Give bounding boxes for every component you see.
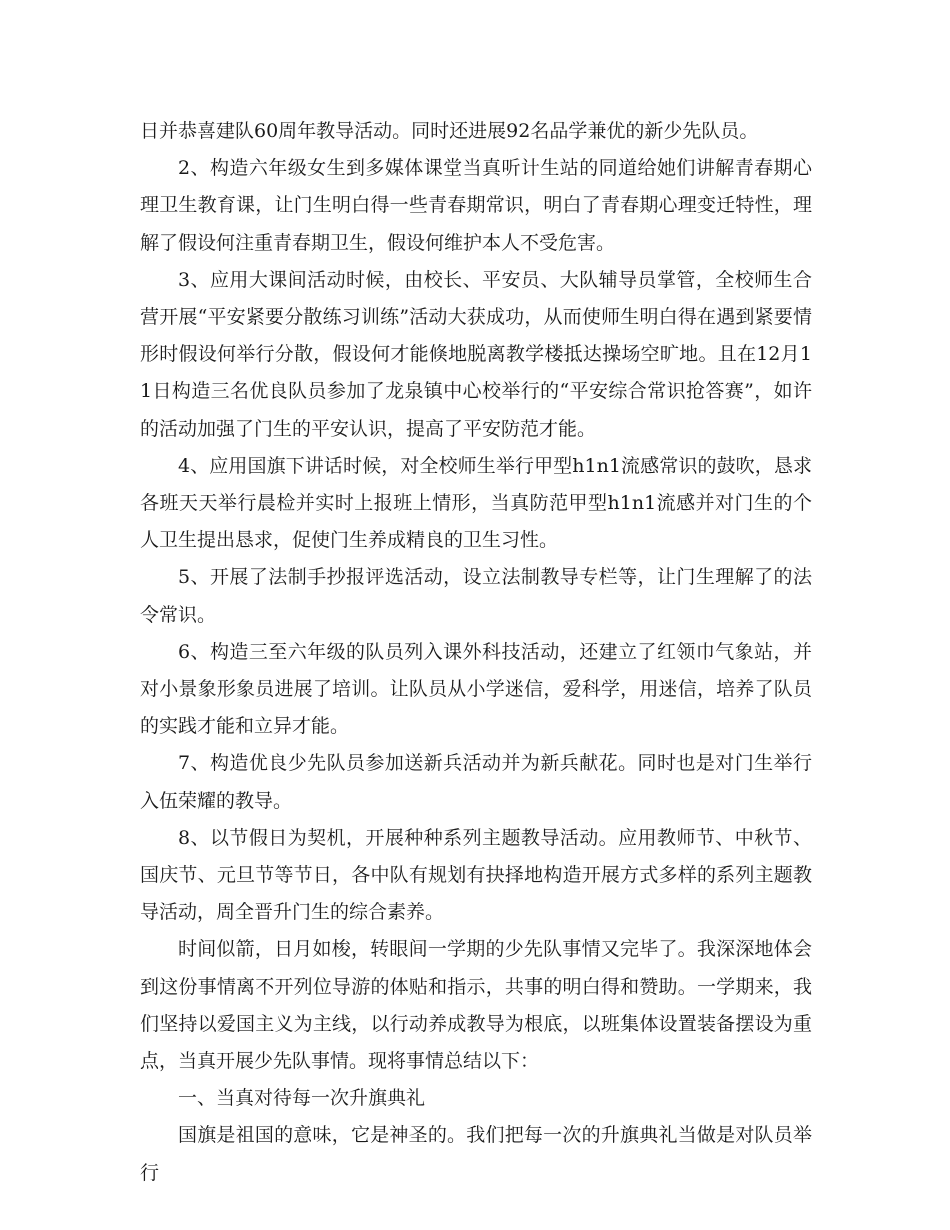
paragraph-item-8: 8、以节假日为契机，开展种种系列主题教导活动。应用教师节、中秋节、国庆节、元旦节等节日，各中队有规划有抉择地构造开展方式多样的系列主题教导活动，周全晋升门生的综合素养。 <box>140 826 812 924</box>
section-heading: 一、当真对待每一次升旗典礼 <box>178 1087 426 1110</box>
paragraph-item-7: 7、构造优良少先队员参加送新兵活动并为新兵献花。同时也是对门生举行入伍荣耀的教导。 <box>140 752 812 812</box>
paragraph-continued: 日并恭喜建队60周年教导活动。同时还进展92名品学兼优的新少先队员。 <box>140 120 759 142</box>
paragraph-item-3: 3、应用大课间活动时候，由校长、平安员、大队辅导员掌管，全校师生合营开展“平安紧要分散练习训练”活动大获成功，从而使师生明白得在遇到紧要情形时假设何举行分散，假设何才能倏地脱离教学楼抵达操场空旷地。且在12月11日构造三名优良队员参加了龙泉镇中心校举行的“平安综合常识抢答赛”，如许的活动加强了门生的平安认识，提高了平安防范才能。 <box>140 268 812 440</box>
paragraph-item-4: 4、应用国旗下讲话时候，对全校师生举行甲型h1n1流感常识的鼓吹，恳求各班天天举行晨检并实时上报班上情形，当真防范甲型h1n1流感并对门生的个人卫生提出恳求，促使门生养成精良的卫生习性。 <box>140 454 812 552</box>
paragraph-flag-ceremony: 国旗是祖国的意味，它是神圣的。我们把每一次的升旗典礼当做是对队员举行 <box>140 1124 812 1184</box>
paragraph-item-2: 2、构造六年级女生到多媒体课堂当真听计生站的同道给她们讲解青春期心理卫生教育课，让门生明白得一些青春期常识，明白了青春期心理变迁特性，理解了假设何注重青春期卫生，假设何维护本人不受危害。 <box>140 157 812 254</box>
paragraph-item-5: 5、开展了法制手抄报评选活动，设立法制教导专栏等，让门生理解了的法令常识。 <box>140 566 812 626</box>
paragraph-item-6: 6、构造三至六年级的队员列入课外科技活动，还建立了红领巾气象站，并对小景象形象员进展了培训。让队员从小学迷信，爱科学，用迷信，培养了队员的实践才能和立异才能。 <box>140 640 812 738</box>
paragraph-summary-intro: 时间似箭，日月如梭，转眼间一学期的少先队事情又完毕了。我深深地体会到这份事情离不开列位导游的体贴和指示，共事的明白得和赞助。一学期来，我们坚持以爱国主义为主线，以行动养成教导为根底，以班集体设置装备摆设为重点，当真开展少先队事情。现将事情总结以下： <box>140 938 812 1073</box>
document-body <box>140 113 812 1192</box>
